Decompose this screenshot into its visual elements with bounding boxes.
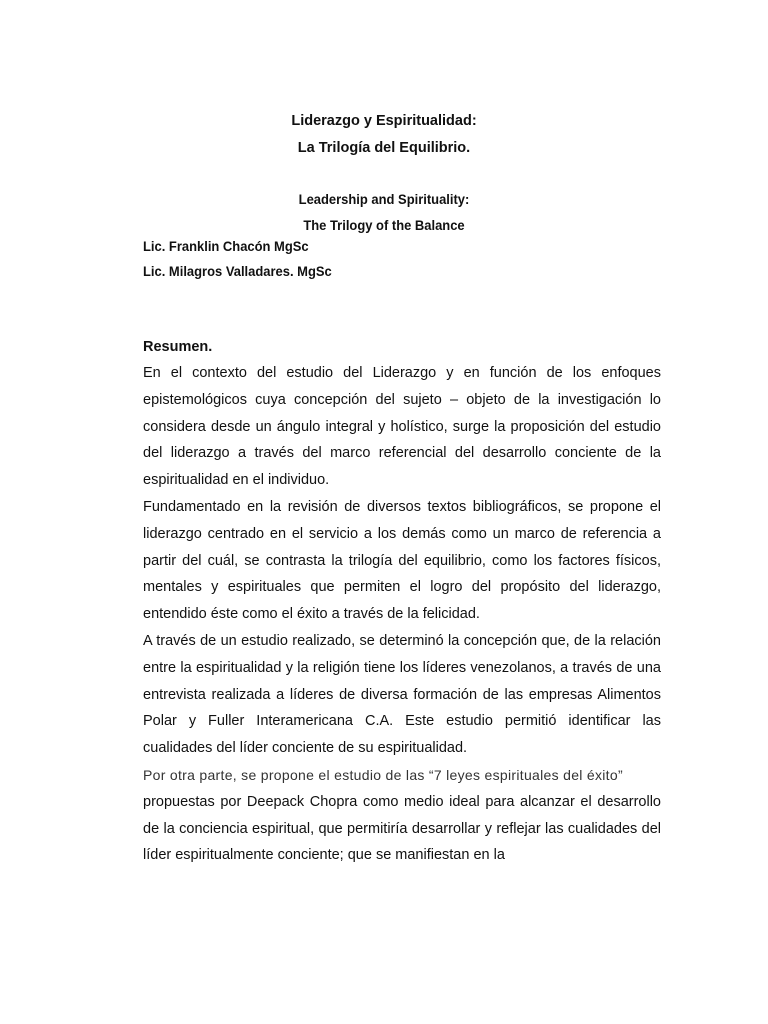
abstract-paragraph-4: Por otra parte, se propone el estudio de las “7 leyes espirituales del éxito” — [143, 766, 623, 783]
spanish-title-line-1: Liderazgo y Espiritualidad: — [291, 113, 477, 129]
abstract-paragraph-5: propuestas por Deepack Chopra como medio ideal para alcanzar el desarrollo de la conciencia espiritual, que permitiría desarrollar y reflejar las cualidades del líder espiritualmente conciente; que se manifiestan en la — [143, 793, 661, 864]
english-title-line-2: The Trilogy of the Balance — [303, 218, 465, 233]
author-2: Lic. Milagros Valladares. MgSc — [143, 264, 332, 279]
author-list — [143, 234, 332, 284]
abstract-paragraph-3: A través de un estudio realizado, se determinó la concepción que, de la relación entre la espiritualidad y la religión tiene los líderes venezolanos, a través de una entrevista realizada a líderes de diversa formación de las empresas Alimentos Polar y Fuller Interamericana C.A. Este estudio permitió identificar las cualidades del líder conciente de su espiritualidad. — [143, 632, 661, 757]
english-title — [15, 187, 752, 239]
abstract-section — [143, 334, 661, 869]
abstract-paragraph-2: Fundamentado en la revisión de diversos textos bibliográficos, se propone el liderazgo centrado en el servicio a los demás como un marco de referencia a partir del cuál, se contrasta la trilogía del equilibrio, como los factores físicos, mentales y espirituales que permiten el logro del propósito del liderazgo, entendido éste como el éxito a través de la felicidad. — [143, 498, 661, 623]
abstract-heading: Resumen. — [143, 339, 213, 355]
spanish-title — [0, 108, 768, 162]
abstract-paragraph-1: En el contexto del estudio del Liderazgo y en función de los enfoques epistemológicos cuya concepción del sujeto – objeto de la investigación lo considera desde un ángulo integral y holístico, surge la proposición del estudio del liderazgo a través del marco referencial del desarrollo conciente de la espiritualidad en el individuo. — [143, 365, 661, 489]
english-title-line-1: Leadership and Spirituality: — [298, 192, 470, 207]
spanish-title-line-2: La Trilogía del Equilibrio. — [297, 140, 471, 156]
author-1: Lic. Franklin Chacón MgSc — [143, 239, 309, 254]
